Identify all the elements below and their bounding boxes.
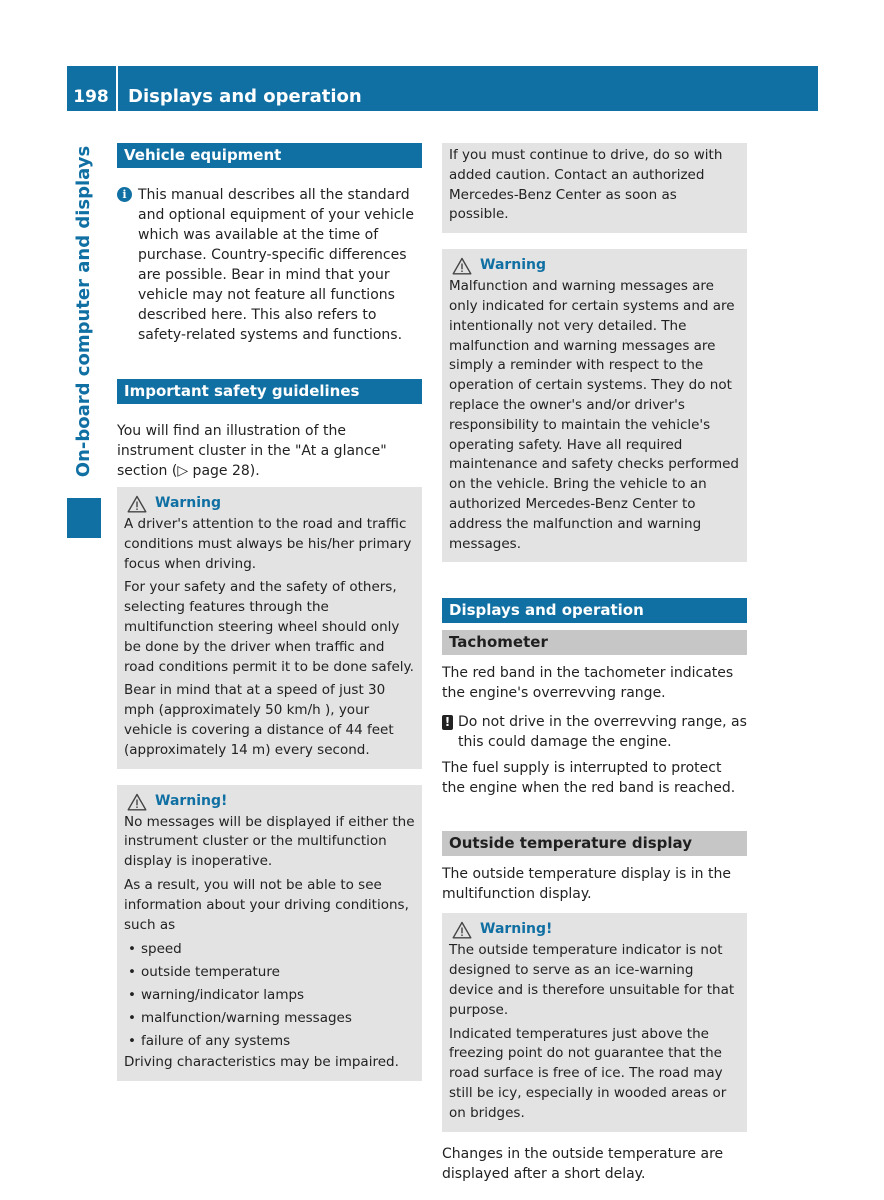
warning-paragraph: As a result, you will not be able to see information about your driving conditions, such as bbox=[124, 876, 409, 933]
side-tab-label-wrap bbox=[67, 126, 101, 496]
subheading-outside-temperature: Outside temperature display bbox=[442, 831, 747, 856]
warning-paragraph: The outside temperature indicator is not designed to serve as an ice-warning device and is therefore unsuitable for that purpose. bbox=[449, 942, 735, 1018]
warning-paragraph: A driver's attention to the road and traffic conditions must always be his/her primary focus when driving. bbox=[124, 516, 412, 572]
warning-paragraph: For your safety and the safety of others, selecting features through the multifunction steering wheel should only be done by the driver when traffic and road conditions permit it to be done safely. bbox=[124, 579, 414, 675]
list-item: • speed bbox=[124, 938, 415, 961]
outside-temperature-text: The outside temperature display is in the multifunction display. bbox=[442, 866, 731, 903]
right-column bbox=[442, 143, 747, 1184]
warning-triangle-icon bbox=[452, 257, 472, 275]
info-text: This manual describes all the standard and optional equipment of your vehicle which was available at the time of purchase. Country-specific differences are possible. Bear in mind that your vehicle may not feature all functions described here. This also refers to safety-related systems and functions. bbox=[138, 187, 414, 343]
continue-caution-box bbox=[442, 143, 747, 233]
section-heading-vehicle-equipment: Vehicle equipment bbox=[117, 143, 422, 168]
section-heading-displays: Displays and operation bbox=[442, 598, 747, 623]
list-item: • malfunction/warning messages bbox=[124, 1007, 415, 1030]
caution-paragraph: If you must continue to drive, do so with added caution. Contact an authorized Mercedes-Benz Center as soon as possible. bbox=[449, 147, 723, 223]
left-column bbox=[117, 143, 422, 1081]
warning-title bbox=[124, 791, 415, 813]
caution-text: Do not drive in the overrevving range, as this could damage the engine. bbox=[458, 714, 747, 751]
warning-paragraph: Indicated temperatures just above the freezing point do not guarantee that the road surface is free of ice. The road may still be icy, especially in wooded areas or on bridges. bbox=[449, 1025, 727, 1121]
header-divider bbox=[116, 66, 118, 111]
warning-title-text: Warning bbox=[155, 495, 222, 512]
warning-triangle-icon bbox=[127, 793, 147, 811]
warning-title bbox=[449, 919, 740, 941]
caution-note bbox=[442, 712, 747, 752]
tachometer-fuel-text: The fuel supply is interrupted to protect the engine when the red band is reached. bbox=[442, 760, 736, 797]
section-heading-safety: Important safety guidelines bbox=[117, 379, 422, 404]
subheading-tachometer: Tachometer bbox=[442, 630, 747, 655]
warning-title-text: Warning! bbox=[480, 921, 553, 938]
info-note bbox=[117, 185, 422, 345]
warning-box-malfunction bbox=[442, 249, 747, 562]
side-tab-label: On-board computer and displays bbox=[73, 145, 95, 477]
warning-title-text: Warning! bbox=[155, 792, 228, 809]
list-item: • failure of any systems bbox=[124, 1030, 415, 1053]
exclamation-icon: ! bbox=[442, 715, 453, 730]
warning-box-attention bbox=[117, 487, 422, 769]
info-icon: i bbox=[117, 187, 132, 202]
outside-temperature-delay-text: Changes in the outside temperature are displayed after a short delay. bbox=[442, 1145, 724, 1182]
warning-paragraph: Bear in mind that at a speed of just 30 mph (approximately 50 km/h ), your vehicle is covering a distance of 44 feet (approximately 14 m) every second. bbox=[124, 682, 394, 758]
warning-paragraph: No messages will be displayed if either the instrument cluster or the multifunction display is inoperative. bbox=[124, 813, 415, 870]
list-item: • warning/indicator lamps bbox=[124, 984, 415, 1007]
warning-paragraph: Driving characteristics may be impaired. bbox=[124, 1054, 399, 1071]
warning-box-ice bbox=[442, 913, 747, 1131]
page-title: Displays and operation bbox=[128, 86, 362, 107]
warning-box-messages bbox=[117, 785, 422, 1082]
list-item: • outside temperature bbox=[124, 961, 415, 984]
warning-title bbox=[124, 493, 415, 515]
warning-paragraph: Malfunction and warning messages are only indicated for certain systems and are intentionally not very detailed. The malfunction and warning messages are simply a reminder with respect to the operation of certain systems. They do not replace the owner's and/or driver's responsibility to maintain the vehicle's operating safety. Have all required maintenance and safety checks performed on the vehicle. Bring the vehicle to an authorized Mercedes-Benz Center to address the malfunction and warning messages. bbox=[449, 278, 739, 552]
page-number: 198 bbox=[73, 87, 109, 107]
tachometer-text: The red band in the tachometer indicates the engine's overrevving range. bbox=[442, 665, 734, 702]
warning-title-text: Warning bbox=[480, 257, 547, 274]
warning-triangle-icon bbox=[127, 495, 147, 513]
warning-triangle-icon bbox=[452, 921, 472, 939]
warning-title bbox=[449, 255, 740, 277]
safety-intro: You will find an illustration of the instrument cluster in the "At a glance" section (▷ page 28). bbox=[117, 423, 387, 479]
side-tab-marker bbox=[67, 498, 101, 538]
bullet-list bbox=[124, 938, 415, 1053]
